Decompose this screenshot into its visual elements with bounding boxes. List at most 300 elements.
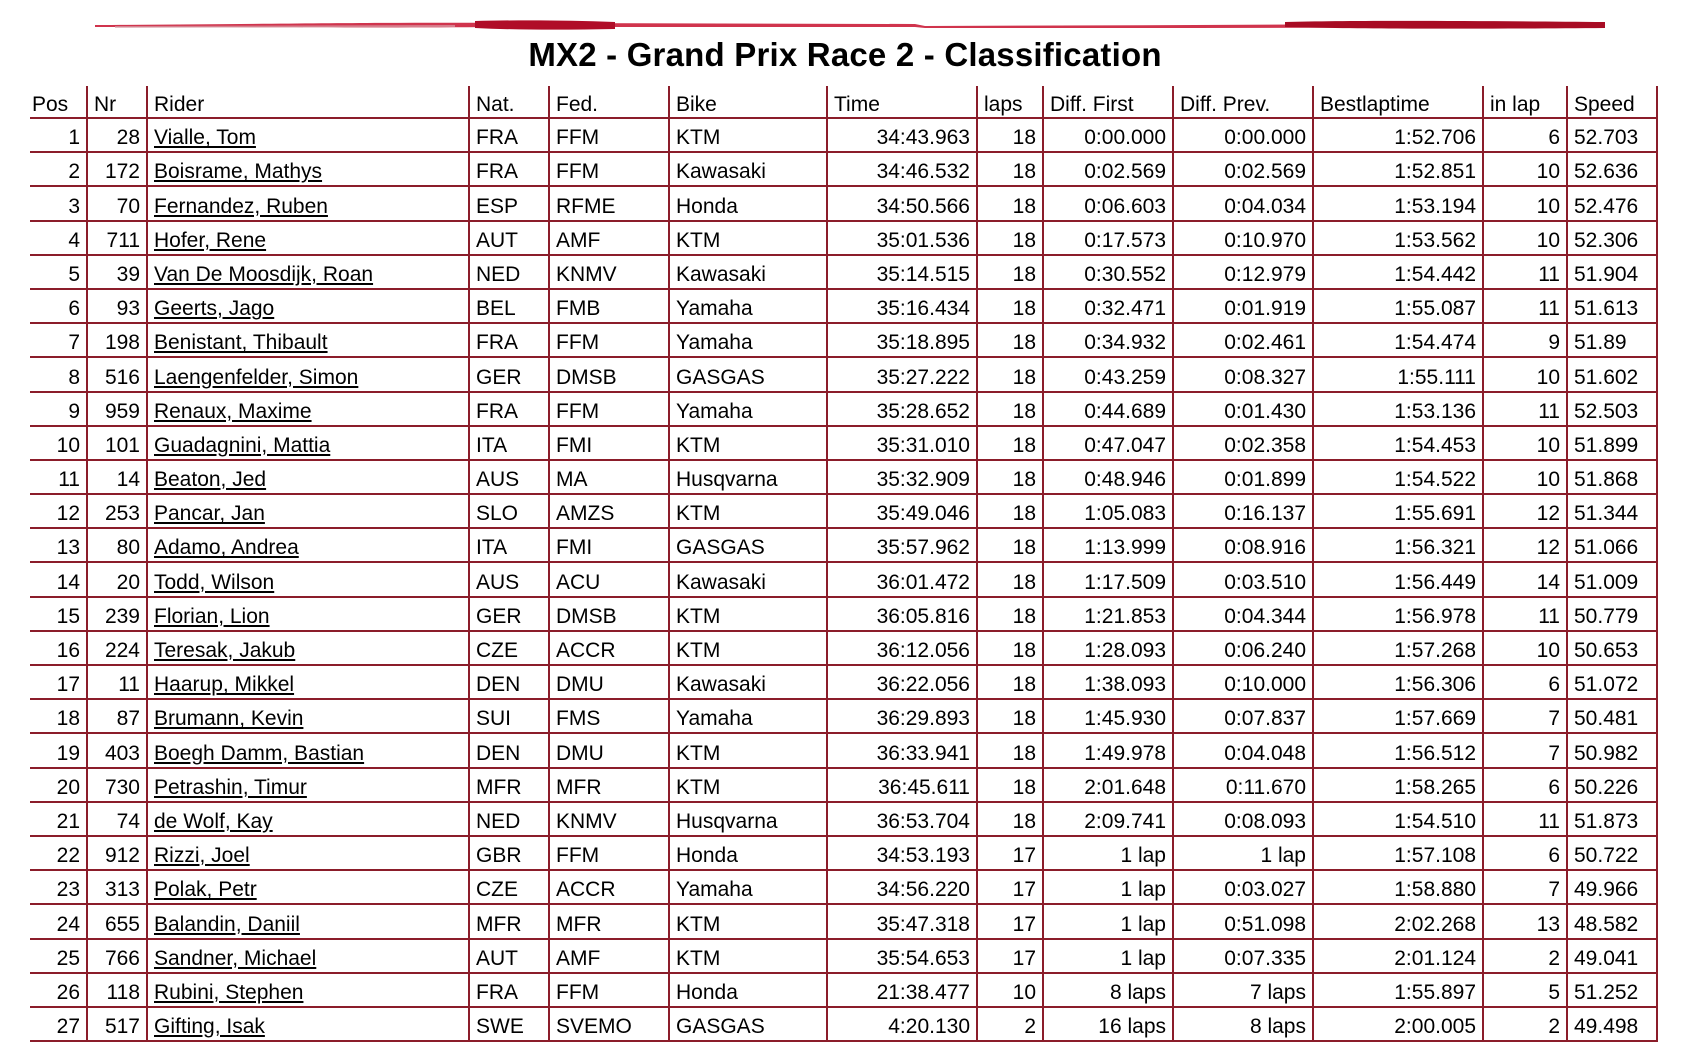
table-row (30, 905, 1658, 939)
rider-link[interactable]: Geerts, Jago (148, 290, 470, 324)
bike-cell: KTM (670, 940, 828, 974)
column-header-bike: Bike (670, 86, 828, 119)
rider-link[interactable]: Gifting, Isak (148, 1008, 470, 1042)
fed-cell: SVEMO (550, 1008, 670, 1042)
table-row (30, 358, 1658, 392)
bike-cell: KTM (670, 598, 828, 632)
bestlaptime-cell: 1:53.194 (1314, 187, 1484, 221)
pos-cell: 9 (30, 393, 88, 427)
fed-cell: ACU (550, 563, 670, 597)
bike-cell: Yamaha (670, 871, 828, 905)
bestlaptime-cell: 1:55.691 (1314, 495, 1484, 529)
bestlaptime-cell: 1:54.453 (1314, 427, 1484, 461)
bike-cell: Yamaha (670, 393, 828, 427)
bike-cell: KTM (670, 905, 828, 939)
rider-link[interactable]: Van De Moosdijk, Roan (148, 256, 470, 290)
table-row (30, 1008, 1658, 1042)
nr-cell: 313 (88, 871, 148, 905)
speed-cell: 51.873 (1568, 803, 1658, 837)
fed-cell: MFR (550, 905, 670, 939)
column-header-nat: Nat. (470, 86, 550, 119)
in-lap-cell: 10 (1484, 427, 1568, 461)
fed-cell: FFM (550, 119, 670, 153)
speed-cell: 51.009 (1568, 563, 1658, 597)
nat-cell: SWE (470, 1008, 550, 1042)
diff-first-cell: 1 lap (1044, 940, 1174, 974)
bestlaptime-cell: 1:58.880 (1314, 871, 1484, 905)
table-row (30, 769, 1658, 803)
column-header-nr: Nr (88, 86, 148, 119)
fed-cell: FMI (550, 427, 670, 461)
bestlaptime-cell: 1:54.510 (1314, 803, 1484, 837)
column-header-pos: Pos (30, 86, 88, 119)
nat-cell: GER (470, 358, 550, 392)
in-lap-cell: 6 (1484, 769, 1568, 803)
table-row (30, 393, 1658, 427)
table-row (30, 563, 1658, 597)
nat-cell: AUS (470, 563, 550, 597)
in-lap-cell: 11 (1484, 598, 1568, 632)
nr-cell: 39 (88, 256, 148, 290)
laps-cell: 17 (978, 940, 1044, 974)
nr-cell: 93 (88, 290, 148, 324)
fed-cell: FMS (550, 700, 670, 734)
diff-prev-cell: 0:01.430 (1174, 393, 1314, 427)
fed-cell: MFR (550, 769, 670, 803)
laps-cell: 18 (978, 495, 1044, 529)
diff-prev-cell: 0:51.098 (1174, 905, 1314, 939)
speed-cell: 51.344 (1568, 495, 1658, 529)
laps-cell: 18 (978, 563, 1044, 597)
pos-cell: 11 (30, 461, 88, 495)
fed-cell: FMB (550, 290, 670, 324)
nr-cell: 118 (88, 974, 148, 1008)
speed-cell: 51.252 (1568, 974, 1658, 1008)
fed-cell: FFM (550, 153, 670, 187)
nr-cell: 766 (88, 940, 148, 974)
bike-cell: KTM (670, 734, 828, 768)
bike-cell: KTM (670, 495, 828, 529)
table-row (30, 119, 1658, 153)
pos-cell: 25 (30, 940, 88, 974)
column-header-diff-first: Diff. First (1044, 86, 1174, 119)
table-row (30, 187, 1658, 221)
pos-cell: 15 (30, 598, 88, 632)
nat-cell: ESP (470, 187, 550, 221)
table-row (30, 290, 1658, 324)
nr-cell: 70 (88, 187, 148, 221)
time-cell: 35:49.046 (828, 495, 978, 529)
diff-first-cell: 1:21.853 (1044, 598, 1174, 632)
pos-cell: 18 (30, 700, 88, 734)
brush-stroke-decoration (95, 18, 1605, 36)
speed-cell: 50.226 (1568, 769, 1658, 803)
bestlaptime-cell: 2:02.268 (1314, 905, 1484, 939)
bike-cell: Kawasaki (670, 666, 828, 700)
speed-cell: 49.041 (1568, 940, 1658, 974)
column-header-fed: Fed. (550, 86, 670, 119)
nat-cell: SUI (470, 700, 550, 734)
rider-link[interactable]: Boisrame, Mathys (148, 153, 470, 187)
time-cell: 36:05.816 (828, 598, 978, 632)
bestlaptime-cell: 1:54.522 (1314, 461, 1484, 495)
rider-link[interactable]: Benistant, Thibault (148, 324, 470, 358)
in-lap-cell: 9 (1484, 324, 1568, 358)
speed-cell: 49.966 (1568, 871, 1658, 905)
rider-link[interactable]: Haarup, Mikkel (148, 666, 470, 700)
table-row (30, 461, 1658, 495)
speed-cell: 50.982 (1568, 734, 1658, 768)
speed-cell: 50.653 (1568, 632, 1658, 666)
bike-cell: KTM (670, 769, 828, 803)
in-lap-cell: 2 (1484, 940, 1568, 974)
rider-link[interactable]: de Wolf, Kay (148, 803, 470, 837)
laps-cell: 18 (978, 119, 1044, 153)
rider-link[interactable]: Petrashin, Timur (148, 769, 470, 803)
rider-link[interactable]: Adamo, Andrea (148, 529, 470, 563)
time-cell: 35:01.536 (828, 222, 978, 256)
nat-cell: MFR (470, 905, 550, 939)
pos-cell: 5 (30, 256, 88, 290)
nat-cell: FRA (470, 393, 550, 427)
bike-cell: KTM (670, 119, 828, 153)
bike-cell: KTM (670, 222, 828, 256)
in-lap-cell: 10 (1484, 187, 1568, 221)
diff-first-cell: 16 laps (1044, 1008, 1174, 1042)
diff-first-cell: 1 lap (1044, 837, 1174, 871)
bestlaptime-cell: 1:56.512 (1314, 734, 1484, 768)
bestlaptime-cell: 2:01.124 (1314, 940, 1484, 974)
speed-cell: 49.498 (1568, 1008, 1658, 1042)
bestlaptime-cell: 1:53.136 (1314, 393, 1484, 427)
nat-cell: NED (470, 803, 550, 837)
nr-cell: 87 (88, 700, 148, 734)
laps-cell: 18 (978, 153, 1044, 187)
rider-link[interactable]: Florian, Lion (148, 598, 470, 632)
laps-cell: 18 (978, 461, 1044, 495)
speed-cell: 51.868 (1568, 461, 1658, 495)
bestlaptime-cell: 1:57.669 (1314, 700, 1484, 734)
rider-link[interactable]: Boegh Damm, Bastian (148, 734, 470, 768)
diff-prev-cell: 0:02.358 (1174, 427, 1314, 461)
fed-cell: AMF (550, 222, 670, 256)
diff-first-cell: 1 lap (1044, 905, 1174, 939)
in-lap-cell: 10 (1484, 632, 1568, 666)
laps-cell: 18 (978, 427, 1044, 461)
nr-cell: 14 (88, 461, 148, 495)
page-title: MX2 - Grand Prix Race 2 - Classification (528, 36, 1162, 73)
pos-cell: 1 (30, 119, 88, 153)
nat-cell: NED (470, 256, 550, 290)
laps-cell: 18 (978, 324, 1044, 358)
time-cell: 35:47.318 (828, 905, 978, 939)
nr-cell: 101 (88, 427, 148, 461)
diff-prev-cell: 7 laps (1174, 974, 1314, 1008)
time-cell: 36:53.704 (828, 803, 978, 837)
diff-first-cell: 2:09.741 (1044, 803, 1174, 837)
in-lap-cell: 13 (1484, 905, 1568, 939)
laps-cell: 17 (978, 905, 1044, 939)
laps-cell: 18 (978, 358, 1044, 392)
rider-link[interactable]: Rizzi, Joel (148, 837, 470, 871)
fed-cell: FFM (550, 974, 670, 1008)
nr-cell: 11 (88, 666, 148, 700)
diff-first-cell: 0:44.689 (1044, 393, 1174, 427)
pos-cell: 26 (30, 974, 88, 1008)
bestlaptime-cell: 1:57.108 (1314, 837, 1484, 871)
speed-cell: 52.306 (1568, 222, 1658, 256)
fed-cell: ACCR (550, 871, 670, 905)
nat-cell: SLO (470, 495, 550, 529)
in-lap-cell: 7 (1484, 700, 1568, 734)
nat-cell: GBR (470, 837, 550, 871)
rider-link[interactable]: Laengenfelder, Simon (148, 358, 470, 392)
rider-link[interactable]: Hofer, Rene (148, 222, 470, 256)
time-cell: 36:45.611 (828, 769, 978, 803)
fed-cell: FMI (550, 529, 670, 563)
diff-prev-cell: 0:16.137 (1174, 495, 1314, 529)
bestlaptime-cell: 1:55.087 (1314, 290, 1484, 324)
rider-link[interactable]: Vialle, Tom (148, 119, 470, 153)
in-lap-cell: 6 (1484, 119, 1568, 153)
fed-cell: FFM (550, 837, 670, 871)
in-lap-cell: 7 (1484, 734, 1568, 768)
rider-link[interactable]: Brumann, Kevin (148, 700, 470, 734)
diff-prev-cell: 0:03.027 (1174, 871, 1314, 905)
pos-cell: 2 (30, 153, 88, 187)
nr-cell: 172 (88, 153, 148, 187)
nr-cell: 224 (88, 632, 148, 666)
column-header-time: Time (828, 86, 978, 119)
speed-cell: 50.779 (1568, 598, 1658, 632)
diff-prev-cell: 0:07.837 (1174, 700, 1314, 734)
diff-first-cell: 0:00.000 (1044, 119, 1174, 153)
diff-first-cell: 0:02.569 (1044, 153, 1174, 187)
nr-cell: 912 (88, 837, 148, 871)
speed-cell: 51.602 (1568, 358, 1658, 392)
laps-cell: 10 (978, 974, 1044, 1008)
pos-cell: 7 (30, 324, 88, 358)
laps-cell: 18 (978, 529, 1044, 563)
diff-first-cell: 1:17.509 (1044, 563, 1174, 597)
speed-cell: 51.072 (1568, 666, 1658, 700)
speed-cell: 52.476 (1568, 187, 1658, 221)
pos-cell: 22 (30, 837, 88, 871)
bestlaptime-cell: 2:00.005 (1314, 1008, 1484, 1042)
time-cell: 36:33.941 (828, 734, 978, 768)
in-lap-cell: 10 (1484, 153, 1568, 187)
bike-cell: Honda (670, 187, 828, 221)
diff-prev-cell: 0:11.670 (1174, 769, 1314, 803)
in-lap-cell: 10 (1484, 461, 1568, 495)
column-header-rider: Rider (148, 86, 470, 119)
column-header-bestlaptime: Bestlaptime (1314, 86, 1484, 119)
bestlaptime-cell: 1:56.978 (1314, 598, 1484, 632)
nr-cell: 517 (88, 1008, 148, 1042)
in-lap-cell: 11 (1484, 393, 1568, 427)
bike-cell: Husqvarna (670, 461, 828, 495)
rider-link[interactable]: Todd, Wilson (148, 563, 470, 597)
in-lap-cell: 5 (1484, 974, 1568, 1008)
time-cell: 34:50.566 (828, 187, 978, 221)
laps-cell: 18 (978, 598, 1044, 632)
pos-cell: 19 (30, 734, 88, 768)
time-cell: 34:46.532 (828, 153, 978, 187)
nr-cell: 74 (88, 803, 148, 837)
bike-cell: Yamaha (670, 700, 828, 734)
table-row (30, 495, 1658, 529)
diff-first-cell: 0:48.946 (1044, 461, 1174, 495)
speed-cell: 51.904 (1568, 256, 1658, 290)
laps-cell: 17 (978, 871, 1044, 905)
table-row (30, 700, 1658, 734)
bestlaptime-cell: 1:53.562 (1314, 222, 1484, 256)
nr-cell: 80 (88, 529, 148, 563)
in-lap-cell: 14 (1484, 563, 1568, 597)
nat-cell: FRA (470, 153, 550, 187)
diff-first-cell: 2:01.648 (1044, 769, 1174, 803)
bike-cell: GASGAS (670, 529, 828, 563)
diff-first-cell: 1:49.978 (1044, 734, 1174, 768)
table-row (30, 256, 1658, 290)
laps-cell: 17 (978, 837, 1044, 871)
table-row (30, 940, 1658, 974)
diff-first-cell: 8 laps (1044, 974, 1174, 1008)
diff-prev-cell: 0:12.979 (1174, 256, 1314, 290)
table-row (30, 324, 1658, 358)
speed-cell: 52.503 (1568, 393, 1658, 427)
fed-cell: DMU (550, 666, 670, 700)
pos-cell: 13 (30, 529, 88, 563)
diff-prev-cell: 0:02.569 (1174, 153, 1314, 187)
diff-first-cell: 1:13.999 (1044, 529, 1174, 563)
rider-link[interactable]: Balandin, Daniil (148, 905, 470, 939)
nat-cell: AUS (470, 461, 550, 495)
speed-cell: 52.636 (1568, 153, 1658, 187)
pos-cell: 12 (30, 495, 88, 529)
fed-cell: FFM (550, 393, 670, 427)
laps-cell: 2 (978, 1008, 1044, 1042)
bike-cell: Honda (670, 974, 828, 1008)
laps-cell: 18 (978, 666, 1044, 700)
laps-cell: 18 (978, 290, 1044, 324)
pos-cell: 8 (30, 358, 88, 392)
bike-cell: Kawasaki (670, 153, 828, 187)
bike-cell: KTM (670, 632, 828, 666)
nat-cell: MFR (470, 769, 550, 803)
laps-cell: 18 (978, 769, 1044, 803)
diff-prev-cell: 0:08.916 (1174, 529, 1314, 563)
time-cell: 35:32.909 (828, 461, 978, 495)
pos-cell: 4 (30, 222, 88, 256)
bestlaptime-cell: 1:56.306 (1314, 666, 1484, 700)
diff-first-cell: 1 lap (1044, 871, 1174, 905)
nr-cell: 516 (88, 358, 148, 392)
rider-link[interactable]: Pancar, Jan (148, 495, 470, 529)
time-cell: 35:27.222 (828, 358, 978, 392)
fed-cell: AMZS (550, 495, 670, 529)
rider-link[interactable]: Guadagnini, Mattia (148, 427, 470, 461)
in-lap-cell: 6 (1484, 666, 1568, 700)
rider-link[interactable]: Renaux, Maxime (148, 393, 470, 427)
rider-link[interactable]: Sandner, Michael (148, 940, 470, 974)
pos-cell: 17 (30, 666, 88, 700)
table-row (30, 529, 1658, 563)
nat-cell: DEN (470, 666, 550, 700)
rider-link[interactable]: Beaton, Jed (148, 461, 470, 495)
in-lap-cell: 7 (1484, 871, 1568, 905)
nr-cell: 711 (88, 222, 148, 256)
pos-cell: 20 (30, 769, 88, 803)
diff-prev-cell: 0:07.335 (1174, 940, 1314, 974)
time-cell: 35:18.895 (828, 324, 978, 358)
time-cell: 36:12.056 (828, 632, 978, 666)
nat-cell: ITA (470, 427, 550, 461)
bestlaptime-cell: 1:56.321 (1314, 529, 1484, 563)
rider-link[interactable]: Rubini, Stephen (148, 974, 470, 1008)
laps-cell: 18 (978, 632, 1044, 666)
rider-link[interactable]: Polak, Petr (148, 871, 470, 905)
pos-cell: 16 (30, 632, 88, 666)
laps-cell: 18 (978, 393, 1044, 427)
time-cell: 34:53.193 (828, 837, 978, 871)
in-lap-cell: 11 (1484, 290, 1568, 324)
nr-cell: 655 (88, 905, 148, 939)
speed-cell: 51.613 (1568, 290, 1658, 324)
fed-cell: DMU (550, 734, 670, 768)
rider-link[interactable]: Fernandez, Ruben (148, 187, 470, 221)
pos-cell: 21 (30, 803, 88, 837)
time-cell: 35:31.010 (828, 427, 978, 461)
in-lap-cell: 10 (1484, 222, 1568, 256)
fed-cell: ACCR (550, 632, 670, 666)
nr-cell: 403 (88, 734, 148, 768)
fed-cell: DMSB (550, 598, 670, 632)
nr-cell: 253 (88, 495, 148, 529)
nat-cell: DEN (470, 734, 550, 768)
column-header-diff-prev: Diff. Prev. (1174, 86, 1314, 119)
in-lap-cell: 12 (1484, 529, 1568, 563)
nr-cell: 959 (88, 393, 148, 427)
time-cell: 4:20.130 (828, 1008, 978, 1042)
laps-cell: 18 (978, 256, 1044, 290)
rider-link[interactable]: Teresak, Jakub (148, 632, 470, 666)
fed-cell: RFME (550, 187, 670, 221)
bike-cell: Kawasaki (670, 256, 828, 290)
table-row (30, 598, 1658, 632)
table-row (30, 222, 1658, 256)
bike-cell: Honda (670, 837, 828, 871)
pos-cell: 10 (30, 427, 88, 461)
time-cell: 36:29.893 (828, 700, 978, 734)
laps-cell: 18 (978, 700, 1044, 734)
bike-cell: Husqvarna (670, 803, 828, 837)
diff-prev-cell: 0:04.048 (1174, 734, 1314, 768)
nr-cell: 20 (88, 563, 148, 597)
in-lap-cell: 12 (1484, 495, 1568, 529)
diff-prev-cell: 8 laps (1174, 1008, 1314, 1042)
bike-cell: KTM (670, 427, 828, 461)
fed-cell: DMSB (550, 358, 670, 392)
diff-prev-cell: 0:02.461 (1174, 324, 1314, 358)
column-header-in-lap: in lap (1484, 86, 1568, 119)
nat-cell: CZE (470, 871, 550, 905)
pos-cell: 27 (30, 1008, 88, 1042)
bike-cell: Kawasaki (670, 563, 828, 597)
nat-cell: AUT (470, 940, 550, 974)
speed-cell: 52.703 (1568, 119, 1658, 153)
in-lap-cell: 11 (1484, 803, 1568, 837)
